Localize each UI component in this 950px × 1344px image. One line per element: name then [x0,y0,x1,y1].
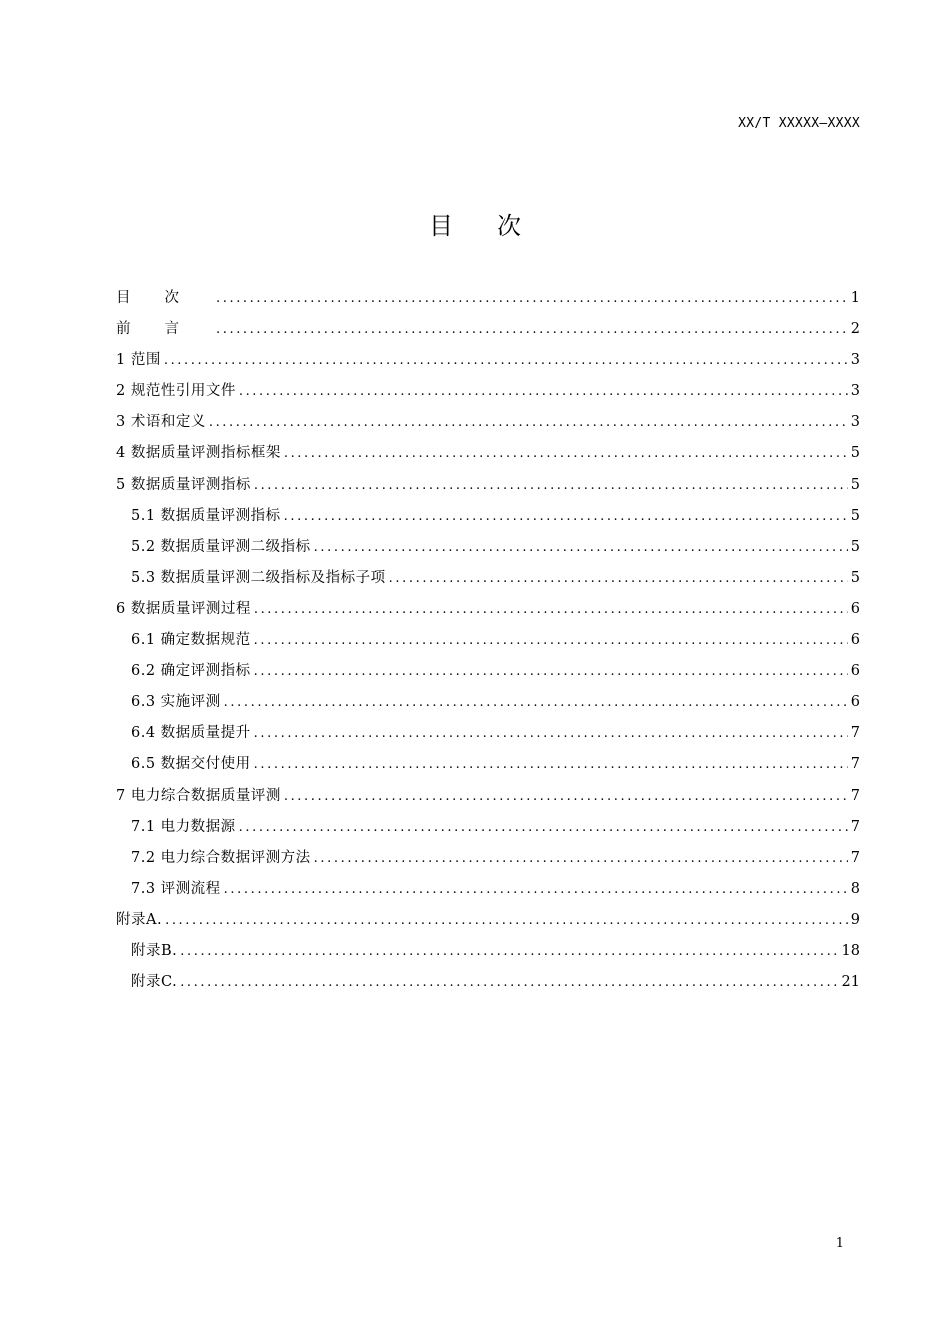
toc-entry-page: 7 [850,756,860,773]
toc-entry-page: 6 [850,663,860,680]
toc-dot-leader [254,718,848,749]
toc-entry-label: 5.1 数据质量评测指标 [131,507,281,524]
toc-entry-contents[interactable] [116,283,860,314]
toc-entry-7-1[interactable] [116,812,860,843]
toc-entry-page: 3 [850,414,860,431]
toc-entry-page: 6 [850,694,860,711]
toc-entry-5[interactable] [116,470,860,501]
toc-entry-label: 1 范围 [116,352,161,369]
toc-entry-label: 6.5 数据交付使用 [131,756,251,773]
toc-entry-6-3[interactable] [116,687,860,718]
table-of-contents [116,283,860,998]
toc-entry-label: 7.3 评测流程 [131,880,221,897]
toc-entry-label: 7.2 电力综合数据评测方法 [131,849,311,866]
toc-entry-label: 5 数据质量评测指标 [116,476,251,493]
document-code: XX/T XXXXX—XXXX [738,116,860,131]
toc-dot-leader [254,470,848,501]
toc-entry-7-3[interactable] [116,874,860,905]
toc-entry-7[interactable] [116,781,860,812]
toc-dot-leader [284,781,848,812]
toc-entry-2[interactable] [116,376,860,407]
toc-entry-page: 8 [850,880,860,897]
toc-dot-leader [284,438,848,469]
toc-entry-appendix-b[interactable] [116,936,860,967]
toc-entry-5-1[interactable] [116,501,860,532]
page-title: 目次 [429,212,565,240]
toc-entry-page: 7 [850,787,860,804]
toc-dot-leader [254,749,848,780]
toc-entry-6-2[interactable] [116,656,860,687]
toc-entry-page: 1 [850,290,860,306]
toc-dot-leader [180,936,838,967]
toc-entry-label: 3 术语和定义 [116,414,206,431]
toc-entry-label: 7 电力综合数据质量评测 [116,787,281,804]
toc-entry-label: 6.2 确定评测指标 [131,663,251,680]
toc-dot-leader [314,532,848,563]
toc-entry-page: 18 [841,942,860,959]
toc-entry-5-2[interactable] [116,532,860,563]
toc-entry-page: 3 [850,352,860,369]
toc-entry-label: 目次 [116,290,213,306]
toc-entry-label: 附录B. [131,942,178,959]
toc-dot-leader [180,967,838,998]
toc-entry-page: 9 [850,911,860,928]
toc-entry-6-4[interactable] [116,718,860,749]
toc-dot-leader [254,656,848,687]
toc-entry-label: 6.4 数据质量提升 [131,725,251,742]
toc-dot-leader [164,345,848,376]
toc-entry-3[interactable] [116,407,860,438]
toc-entry-4[interactable] [116,438,860,469]
toc-entry-label: 2 规范性引用文件 [116,383,236,400]
toc-entry-label: 前言 [116,321,213,338]
toc-entry-1[interactable] [116,345,860,376]
toc-dot-leader [284,501,848,532]
toc-entry-appendix-c[interactable] [116,967,860,998]
toc-dot-leader [224,874,848,905]
toc-dot-leader [224,687,848,718]
toc-dot-leader [314,843,848,874]
toc-entry-label: 6.3 实施评测 [131,694,221,711]
toc-dot-leader [254,625,848,656]
toc-entry-label: 5.3 数据质量评测二级指标及指标子项 [131,569,386,586]
toc-entry-6-1[interactable] [116,625,860,656]
toc-dot-leader [239,376,848,407]
toc-entry-page: 5 [850,476,860,493]
toc-entry-page: 7 [850,818,860,835]
toc-dot-leader [216,283,848,314]
toc-entry-page: 5 [850,507,860,524]
toc-entry-page: 5 [850,445,860,462]
toc-entry-label: 4 数据质量评测指标框架 [116,445,281,462]
toc-entry-page: 2 [850,321,860,338]
toc-entry-6[interactable] [116,594,860,625]
toc-entry-foreword[interactable] [116,314,860,345]
toc-entry-page: 5 [850,538,860,555]
toc-entry-6-5[interactable] [116,749,860,780]
toc-dot-leader [239,812,848,843]
page-number: 1 [835,1236,844,1251]
toc-dot-leader [165,905,848,936]
toc-entry-label: 7.1 电力数据源 [131,818,236,835]
toc-dot-leader [216,314,848,345]
toc-entry-page: 3 [850,383,860,400]
toc-entry-5-3[interactable] [116,563,860,594]
toc-entry-page: 6 [850,632,860,649]
toc-entry-page: 6 [850,600,860,617]
toc-entry-label: 6.1 确定数据规范 [131,632,251,649]
toc-dot-leader [389,563,848,594]
toc-entry-label: 附录C. [131,974,178,991]
toc-entry-page: 21 [841,974,860,991]
toc-entry-page: 7 [850,849,860,866]
toc-entry-page: 5 [850,569,860,586]
toc-entry-label: 附录A. [116,911,163,928]
toc-entry-label: 5.2 数据质量评测二级指标 [131,538,311,555]
toc-entry-label: 6 数据质量评测过程 [116,600,251,617]
toc-dot-leader [254,594,848,625]
toc-entry-page: 7 [850,725,860,742]
toc-entry-appendix-a[interactable] [116,905,860,936]
toc-dot-leader [209,407,848,438]
toc-entry-7-2[interactable] [116,843,860,874]
